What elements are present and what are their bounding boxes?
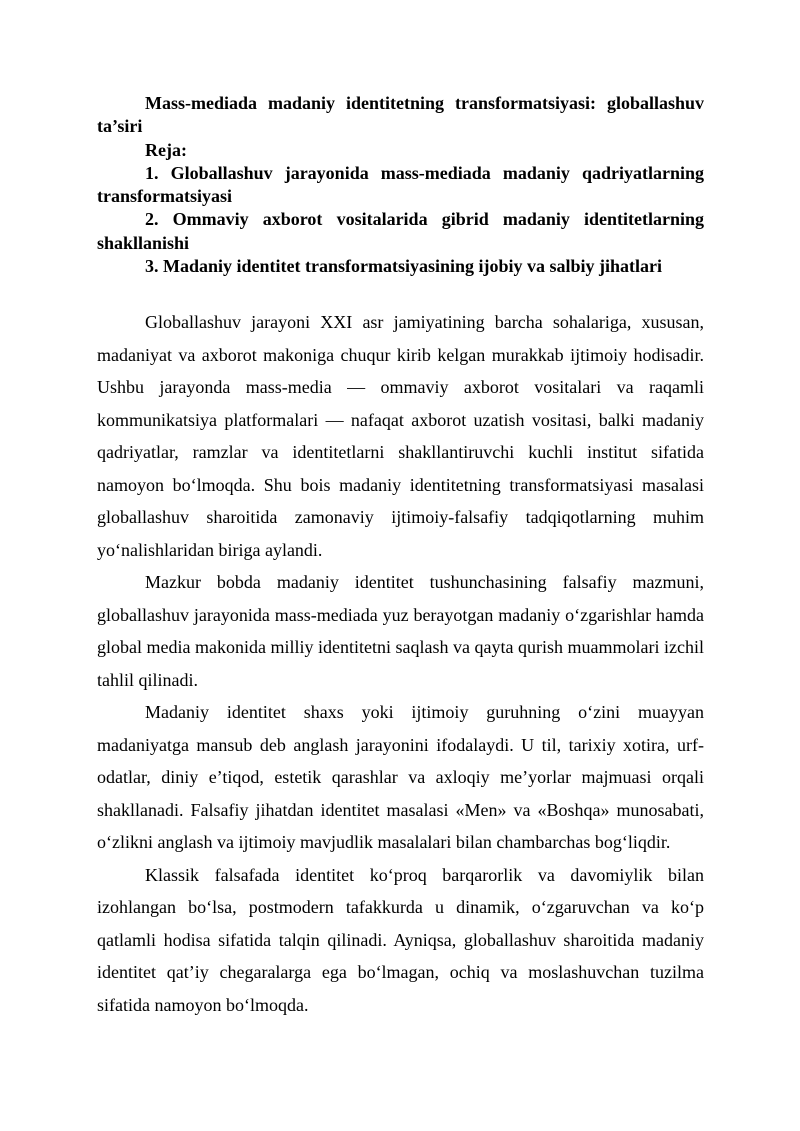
body-text — [97, 306, 704, 1021]
plan-label: Reja: — [145, 139, 187, 160]
plan-item: 1. Globallashuv jarayonida mass-mediada madaniy qadriyatlarning transformatsiyasi — [97, 162, 704, 207]
paragraph: Globallashuv jarayoni XXI asr jamiyatining barcha sohalariga, xususan, madaniyat va axborot makoniga chuqur kirib kelgan murakkab ijtimoiy hodisadir. Ushbu jarayonda mass-media — ommaviy axborot vositalari va raqamli kommunikatsiya platformalari — nafaqat axborot uzatish vositasi, balki madaniy qadriyatlar, ramzlar va identitetlarni shakllantiruvchi kuchli institut sifatida namoyon bo‘lmoqda. Shu bois madaniy identitetning transformatsiyasi masalasi globallashuv sharoitida zamonaviy ijtimoiy-falsafiy tadqiqotlarning muhim yo‘nalishlaridan biriga aylandi. — [97, 312, 704, 560]
document-title: Mass-mediada madaniy identitetning transformatsiyasi: globallashuv ta’siri — [97, 93, 704, 137]
plan-list — [97, 162, 704, 278]
plan-item: 2. Ommaviy axborot vositalarida gibrid madaniy identitetlarning shakllanishi — [97, 209, 704, 253]
paragraph: Klassik falsafada identitet ko‘proq barqarorlik va davomiylik bilan izohlangan bo‘lsa, postmodern tafakkurda u dinamik, o‘zgaruvchan va ko‘p qatlamli hodisa sifatida talqin qilinadi. Ayniqsa, globallashuv sharoitida madaniy identitet qat’iy chegaralarga ega bo‘lmagan, ochiq va moslashuvchan tuzilma sifatida namoyon bo‘lmoqda. — [97, 864, 704, 1015]
title-block — [97, 92, 704, 278]
paragraph: Madaniy identitet shaxs yoki ijtimoiy guruhning o‘zini muayyan madaniyatga mansub deb anglash jarayonini ifodalaydi. U til, tarixiy xotira, urf-odatlar, diniy e’tiqod, estetik qarashlar va axloqiy me’yorlar majmuasi orqali shakllanadi. Falsafiy jihatdan identitet masalasi «Men» va «Boshqa» munosabati, o‘zlikni anglash va ijtimoiy mavjudlik masalalari bilan chambarchas bog‘liqdir. — [97, 702, 704, 853]
paragraph: Mazkur bobda madaniy identitet tushunchasining falsafiy mazmuni, globallashuv jarayonida mass-mediada yuz berayotgan madaniy o‘zgarishlar hamda global media makonida milliy identitetni saqlash va qayta qurish muammolari izchil tahlil qilinadi. — [97, 572, 704, 690]
plan-item: 3. Madaniy identitet transformatsiyasining ijobiy va salbiy jihatlari — [145, 256, 663, 277]
